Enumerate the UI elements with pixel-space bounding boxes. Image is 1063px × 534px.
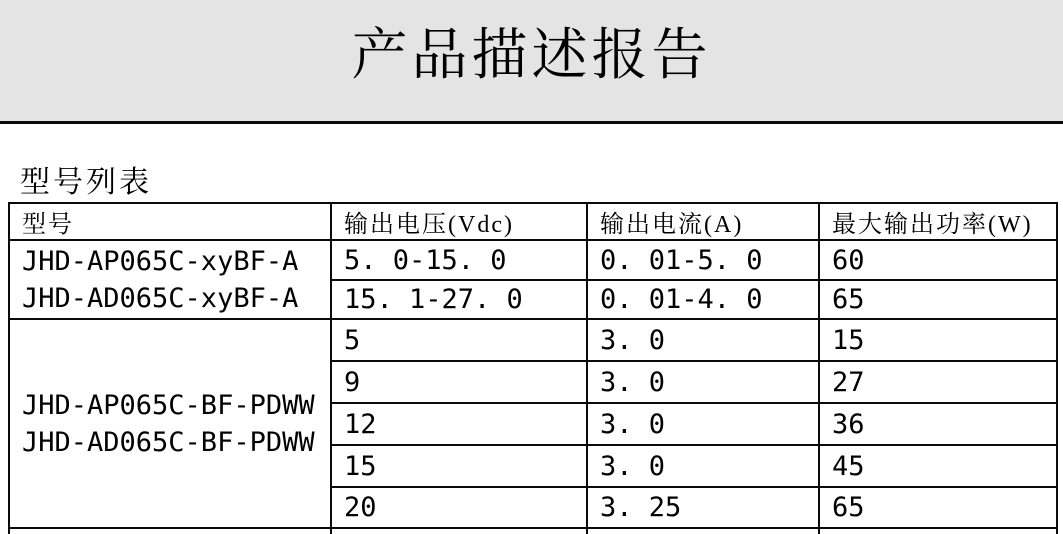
- current-cell: 3. 0: [587, 403, 819, 445]
- voltage-cell: 15. 1-27. 0: [331, 280, 587, 319]
- model-name: JHD-AD065C-xyBF-A: [22, 282, 299, 314]
- current-cell: 0. 01-5. 0: [587, 240, 819, 280]
- current-cell: 3. 0: [587, 361, 819, 403]
- model-cell: [9, 528, 331, 534]
- power-cell: 65: [819, 280, 1057, 319]
- power-cell: 27: [819, 361, 1057, 403]
- models-table: [8, 202, 1058, 534]
- power-cell: 65: [819, 487, 1057, 528]
- power-cell: [819, 528, 1057, 534]
- voltage-cell: [331, 528, 587, 534]
- model-name: JHD-AD065C-BF-PDWW: [22, 426, 315, 458]
- column-header-model: 型号: [9, 203, 331, 240]
- voltage-cell: 5. 0-15. 0: [331, 240, 587, 280]
- current-cell: [587, 528, 819, 534]
- power-cell: 15: [819, 319, 1057, 361]
- power-cell: 60: [819, 240, 1057, 280]
- header-band: [0, 0, 1063, 124]
- column-header-current: 输出电流(A): [587, 203, 819, 240]
- voltage-cell: 20: [331, 487, 587, 528]
- column-header-voltage: 输出电压(Vdc): [331, 203, 587, 240]
- table-row-cutoff: [9, 528, 1057, 534]
- current-cell: 3. 0: [587, 445, 819, 487]
- voltage-cell: 12: [331, 403, 587, 445]
- section-title: 型号列表: [20, 166, 152, 199]
- table-row: [9, 319, 1057, 361]
- current-cell: 3. 25: [587, 487, 819, 528]
- model-cell-group2: [9, 319, 331, 528]
- page-title: 产品描述报告: [351, 24, 712, 87]
- model-name: JHD-AP065C-xyBF-A: [22, 245, 299, 277]
- model-table-container: [8, 202, 1058, 534]
- current-cell: 0. 01-4. 0: [587, 280, 819, 319]
- voltage-cell: 9: [331, 361, 587, 403]
- current-cell: 3. 0: [587, 319, 819, 361]
- model-name: JHD-AP065C-BF-PDWW: [22, 389, 315, 421]
- voltage-cell: 5: [331, 319, 587, 361]
- table-header-row: [9, 203, 1057, 240]
- voltage-cell: 15: [331, 445, 587, 487]
- power-cell: 36: [819, 403, 1057, 445]
- table-row: [9, 240, 1057, 280]
- model-cell-group1: [9, 240, 331, 319]
- power-cell: 45: [819, 445, 1057, 487]
- column-header-power: 最大输出功率(W): [819, 203, 1057, 240]
